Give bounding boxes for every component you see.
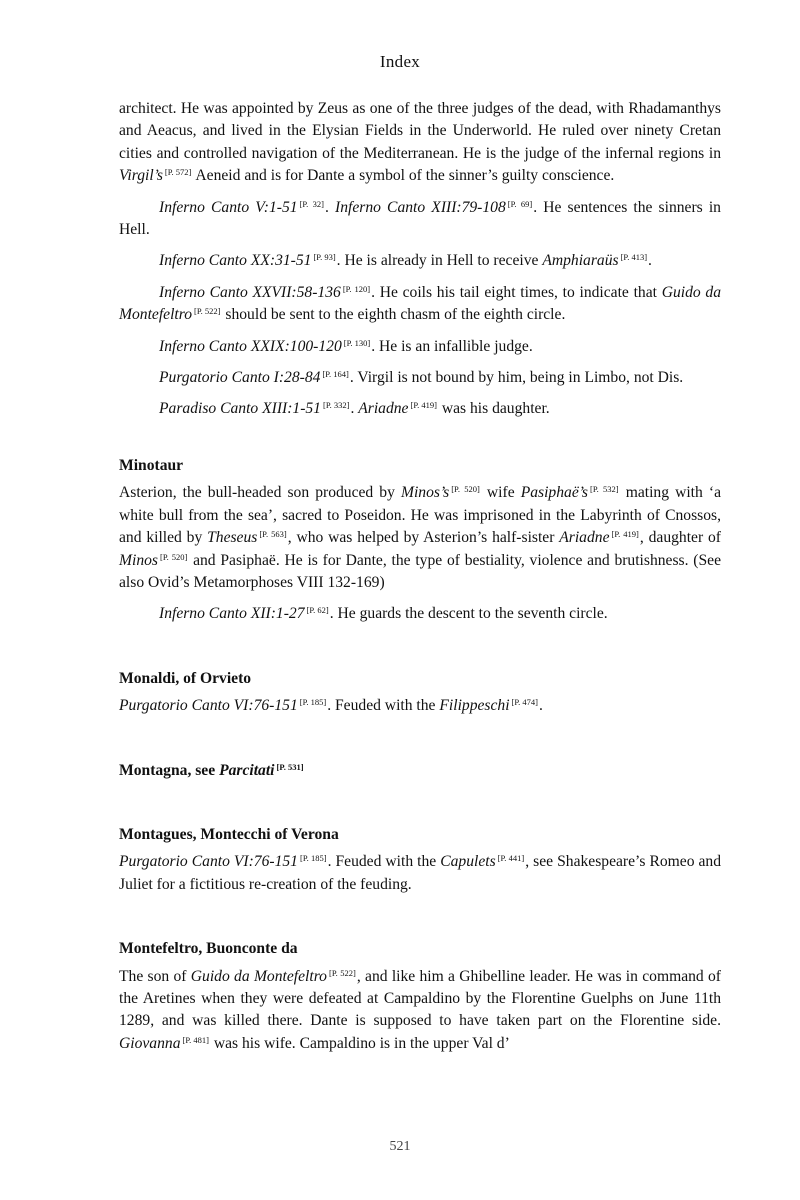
page-number: 521 — [389, 1139, 411, 1154]
italic-term: Inferno Canto XII:1-27 — [159, 605, 305, 623]
page-ref[interactable]: [P. 32] — [299, 198, 324, 209]
entry-reference — [119, 282, 721, 327]
entry-montagues — [119, 824, 721, 896]
page-ref[interactable]: [P. 481] — [182, 1034, 209, 1045]
page-ref[interactable]: [P. 69] — [507, 198, 533, 209]
italic-term: Minos’s — [400, 484, 450, 502]
page-ref[interactable]: [P. 120] — [342, 283, 371, 294]
entry-montagna — [119, 760, 721, 782]
text-run: . Virgil is not bound by him, being in Limbo, not Dis. — [349, 369, 684, 387]
page-ref[interactable]: [P. 62] — [306, 605, 329, 616]
text-run: . — [324, 198, 336, 216]
text-run: and Pasiphaë. He is for Dante, the type of bestiality, violence and brutishness. (See also Ovid’s Metamorphoses VIII 132-169) — [119, 551, 721, 591]
italic-term: Virgil’s — [119, 167, 163, 185]
text-run: . He sentences the sinners in Hell. — [119, 198, 721, 239]
italic-term: Purgatorio Canto VI:76-151 — [119, 853, 298, 871]
page-ref[interactable]: [P. 531] — [276, 761, 304, 772]
page-ref[interactable]: [P. 419] — [611, 529, 639, 540]
entry-body — [119, 966, 721, 1056]
page-ref[interactable]: [P. 572] — [164, 167, 192, 178]
text-run: . He coils his tail eight times, to indicate that — [371, 283, 662, 301]
page-ref[interactable]: [P. 164] — [322, 369, 349, 380]
text-run: . He is already in Hell to receive — [336, 252, 543, 270]
text-run: was his wife. Campaldino is in the upper Val d’ — [209, 1034, 510, 1052]
entry-minotaur — [119, 455, 721, 626]
entry-heading: Monaldi, of Orvieto — [119, 669, 252, 687]
italic-term: Purgatorio Canto VI:76-151 — [119, 697, 298, 715]
italic-term: Inferno Canto XXIX:100-120 — [159, 337, 342, 355]
entry-reference — [119, 197, 721, 242]
text-run: . — [350, 400, 359, 418]
italic-term: Capulets — [440, 853, 496, 871]
text-run: . He guards the descent to the seventh circle. — [329, 605, 608, 623]
italic-term: Pasiphaë’s — [520, 484, 588, 502]
italic-term: Guido da Montefeltro — [190, 967, 327, 985]
italic-term: Inferno Canto XIII:79-108 — [335, 198, 506, 216]
text-run: . — [648, 252, 652, 270]
page-ref[interactable]: [P. 130] — [343, 337, 371, 348]
entry-body — [119, 851, 721, 896]
italic-term: Inferno Canto XXVII:58-136 — [159, 283, 341, 301]
text-run: wife — [480, 484, 521, 502]
entry-body — [119, 695, 721, 717]
text-run: . He is an infallible judge. — [371, 337, 533, 355]
italic-term: Inferno Canto V:1-51 — [159, 198, 298, 216]
index-content — [119, 98, 721, 1064]
entry-reference — [119, 336, 721, 358]
page-ref[interactable]: [P. 474] — [511, 697, 538, 708]
entry-reference — [119, 367, 721, 389]
page-ref[interactable]: [P. 522] — [194, 306, 221, 317]
entry-reference — [119, 250, 721, 272]
text-run: . Feuded with the — [327, 697, 440, 715]
italic-term: Amphiaraüs — [542, 252, 619, 270]
italic-term: Guido da Montefeltro — [119, 283, 721, 324]
page-ref[interactable]: [P. 563] — [259, 529, 287, 540]
text-run: mating with ‘a white bull from the sea’, sacred to Poseidon. He was imprisoned in the Labyrinth of Cnossos, and killed by — [119, 484, 721, 547]
text-run: Aeneid and is for Dante a symbol of the sinner’s guilty conscience. — [192, 167, 615, 185]
entry-montefeltro — [119, 938, 721, 1055]
page-ref[interactable]: [P. 520] — [451, 484, 480, 495]
page-ref[interactable]: [P. 332] — [322, 400, 350, 411]
page-ref[interactable]: [P. 93] — [313, 252, 336, 263]
italic-term: Filippeschi — [439, 697, 510, 715]
entry-heading: Montagues, Montecchi of Verona — [119, 825, 339, 843]
entry-reference — [119, 603, 721, 625]
page-ref[interactable]: [P. 185] — [299, 697, 327, 708]
text-run: , see Shakespeare’s Romeo and Juliet for a fictitious re-creation of the feuding. — [119, 853, 722, 893]
entry-body — [119, 482, 721, 594]
italic-term: Ariadne — [358, 400, 409, 418]
entry-heading: Minotaur — [119, 456, 184, 474]
cross-reference-link[interactable]: Parcitati — [219, 761, 275, 779]
text-run: , and like him a Ghibelline leader. He was in command of the Aretines when they were defeated at Campaldino by the Florentine Guelphs on June 11th 1289, and was killed there. Dante is supposed to have taken part on the Florentine side. — [119, 967, 721, 1030]
page-ref[interactable]: [P. 522] — [328, 967, 356, 978]
italic-term: Minos — [119, 551, 158, 569]
text-run: architect. He was appointed by Zeus as one of the three judges of the dead, with Rhadamanthys and Aeacus, and lived in the Elysian Fields in the Underworld. He ruled over ninety Cretan cities and controlled navigation of the Mediterranean. He is the judge of the infernal regions in — [119, 100, 721, 162]
text-run: . Feuded with the — [327, 853, 441, 871]
page-ref[interactable]: [P. 441] — [497, 853, 525, 864]
italic-term: Ariadne — [559, 529, 610, 547]
italic-term: Giovanna — [119, 1034, 181, 1052]
entry-minos-continued — [119, 98, 721, 421]
heading-text: Montagna, see — [119, 761, 220, 779]
entry-monaldi — [119, 668, 721, 718]
page-header: Index — [379, 52, 421, 71]
italic-term: Inferno Canto XX:31-51 — [159, 252, 312, 270]
text-run: . — [539, 697, 543, 715]
text-run: was his daughter. — [437, 400, 550, 418]
entry-reference — [119, 398, 721, 420]
text-run: The son of — [119, 967, 191, 985]
italic-term: Purgatorio Canto I:28-84 — [159, 369, 321, 387]
italic-term: Paradiso Canto XIII:1-51 — [159, 400, 321, 418]
page-ref[interactable]: [P. 520] — [159, 551, 188, 562]
entry-heading — [119, 760, 721, 782]
text-run: Asterion, the bull-headed son produced by — [119, 484, 401, 502]
text-run: , who was helped by Asterion’s half-sister — [287, 529, 560, 547]
entry-body — [119, 98, 721, 188]
text-run: should be sent to the eighth chasm of the eighth circle. — [221, 306, 566, 324]
page-ref[interactable]: [P. 532] — [590, 484, 619, 495]
page-ref[interactable]: [P. 413] — [620, 252, 648, 263]
entry-heading: Montefeltro, Buonconte da — [119, 940, 298, 958]
italic-term: Theseus — [207, 529, 258, 547]
page-ref[interactable]: [P. 419] — [410, 400, 437, 411]
page-ref[interactable]: [P. 185] — [299, 853, 327, 864]
text-run: , daughter of — [639, 529, 721, 547]
